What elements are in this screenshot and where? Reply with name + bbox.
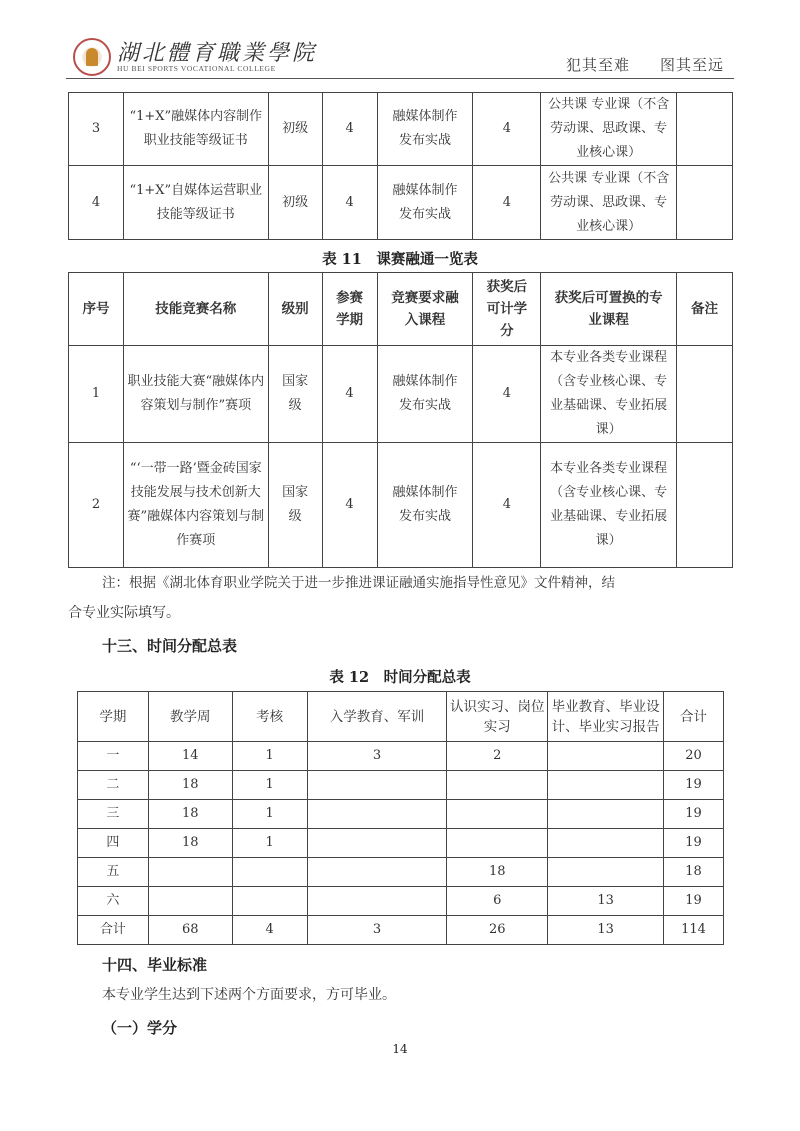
header-term: 学期 — [78, 692, 149, 742]
cell-exam: 1 — [232, 742, 307, 771]
table-row — [69, 93, 733, 166]
cell-graduation — [548, 829, 664, 858]
cell-term: 三 — [78, 800, 149, 829]
cell-name: “1+X”自媒体运营职业技能等级证书 — [123, 166, 268, 240]
cell-term: 一 — [78, 742, 149, 771]
cell-term: 四 — [78, 829, 149, 858]
cell-name: “‘一带一路’暨金砖国家技能发展与技术创新大赛”融媒体内容策划与制作赛项 — [123, 443, 268, 568]
header-internship: 认识实习、岗位实习 — [447, 692, 548, 742]
cell-orientation: 3 — [307, 916, 447, 945]
cell-credits: 4 — [473, 443, 541, 568]
cell-exam: 1 — [232, 800, 307, 829]
cell-replace: 公共课 专业课（不含劳动课、思政课、专业核心课） — [541, 93, 677, 166]
motto-right: 图其至远 — [660, 56, 725, 74]
cell-teaching-weeks: 68 — [148, 916, 232, 945]
cell-course: 融媒体制作发布实战 — [377, 443, 473, 568]
college-name-en: HU BEI SPORTS VOCATIONAL COLLEGE — [117, 64, 276, 73]
cell-total: 19 — [664, 829, 724, 858]
cell-credits: 4 — [473, 346, 541, 443]
cell-graduation — [548, 742, 664, 771]
section14-heading: 十四、毕业标准 — [102, 956, 208, 974]
table11 — [68, 272, 733, 568]
table12-body — [78, 742, 724, 945]
cell-internship — [447, 800, 548, 829]
cell-term: 4 — [322, 346, 377, 443]
cell-internship: 18 — [447, 858, 548, 887]
cell-orientation — [307, 800, 447, 829]
header-graduation: 毕业教育、毕业设计、毕业实习报告 — [548, 692, 664, 742]
header-divider — [66, 78, 734, 79]
table11-caption: 表 11 课赛融通一览表 — [322, 251, 478, 268]
cell-internship — [447, 829, 548, 858]
cell-course: 融媒体制作发布实战 — [377, 166, 473, 240]
cell-note — [677, 166, 733, 240]
cell-no: 2 — [69, 443, 124, 568]
header-term: 参赛学期 — [322, 273, 377, 346]
cell-internship: 26 — [447, 916, 548, 945]
motto-left: 犯其至难 — [566, 56, 631, 74]
cell-credits: 4 — [473, 93, 541, 166]
table-header-row — [69, 273, 733, 346]
cell-total: 114 — [664, 916, 724, 945]
cell-teaching-weeks — [148, 858, 232, 887]
cell-total: 18 — [664, 858, 724, 887]
header-replace: 获奖后可置换的专业课程 — [541, 273, 677, 346]
section14-sub1: （一）学分 — [102, 1019, 178, 1037]
cell-term: 4 — [322, 166, 377, 240]
cell-exam — [232, 858, 307, 887]
note-line-2: 合专业实际填写。 — [68, 605, 180, 621]
table-row — [78, 742, 724, 771]
cell-term: 五 — [78, 858, 149, 887]
cell-term: 六 — [78, 887, 149, 916]
header-level: 级别 — [268, 273, 322, 346]
cell-teaching-weeks: 18 — [148, 829, 232, 858]
cell-graduation: 13 — [548, 887, 664, 916]
cell-note — [677, 346, 733, 443]
cell-replace: 公共课 专业课（不含劳动课、思政课、专业核心课） — [541, 166, 677, 240]
table-row — [78, 771, 724, 800]
cell-credits: 4 — [473, 166, 541, 240]
cell-level: 初级 — [268, 166, 322, 240]
table12 — [77, 691, 724, 945]
cell-note — [677, 443, 733, 568]
cell-total: 19 — [664, 800, 724, 829]
header-exam: 考核 — [232, 692, 307, 742]
table-row — [69, 443, 733, 568]
cell-teaching-weeks: 18 — [148, 800, 232, 829]
cell-exam: 1 — [232, 829, 307, 858]
cell-no: 4 — [69, 166, 124, 240]
section14-text: 本专业学生达到下述两个方面要求，方可毕业。 — [102, 987, 396, 1003]
cell-level: 初级 — [268, 93, 322, 166]
page-number: 14 — [392, 1042, 408, 1056]
cell-orientation — [307, 858, 447, 887]
table-row — [78, 800, 724, 829]
cell-no: 1 — [69, 346, 124, 443]
cell-course: 融媒体制作发布实战 — [377, 346, 473, 443]
cell-orientation — [307, 771, 447, 800]
header-orientation: 入学教育、军训 — [307, 692, 447, 742]
cell-internship — [447, 771, 548, 800]
table-row — [78, 887, 724, 916]
table-row — [69, 346, 733, 443]
cell-note — [677, 93, 733, 166]
cell-name: “1+X”融媒体内容制作职业技能等级证书 — [123, 93, 268, 166]
college-name-cn: 湖北體育職業學院 — [117, 41, 318, 66]
header-teaching-weeks: 教学周 — [148, 692, 232, 742]
cell-term: 二 — [78, 771, 149, 800]
cell-teaching-weeks: 14 — [148, 742, 232, 771]
table12-caption: 表 12 时间分配总表 — [329, 669, 471, 686]
cell-total: 19 — [664, 771, 724, 800]
table-header-row — [78, 692, 724, 742]
table-row — [78, 829, 724, 858]
cell-graduation: 13 — [548, 916, 664, 945]
section13-heading: 十三、时间分配总表 — [102, 637, 238, 655]
table10-continued — [68, 92, 733, 240]
cell-orientation — [307, 829, 447, 858]
cell-exam — [232, 887, 307, 916]
header-no: 序号 — [69, 273, 124, 346]
header-course: 竞赛要求融入课程 — [377, 273, 473, 346]
table-row — [69, 166, 733, 240]
cell-exam: 4 — [232, 916, 307, 945]
cell-orientation — [307, 887, 447, 916]
note-line-1: 注：根据《湖北体育职业学院关于进一步推进课证融通实施指导性意见》文件精神，结 — [102, 575, 615, 591]
cell-total: 19 — [664, 887, 724, 916]
cell-term: 合计 — [78, 916, 149, 945]
table-row — [78, 858, 724, 887]
cell-term: 4 — [322, 443, 377, 568]
cell-level: 国家级 — [268, 346, 322, 443]
cell-internship: 6 — [447, 887, 548, 916]
header-total: 合计 — [664, 692, 724, 742]
cell-replace: 本专业各类专业课程（含专业核心课、专业基础课、专业拓展课） — [541, 443, 677, 568]
college-logo-seal — [73, 38, 111, 76]
cell-total: 20 — [664, 742, 724, 771]
header-note: 备注 — [677, 273, 733, 346]
cell-no: 3 — [69, 93, 124, 166]
cell-internship: 2 — [447, 742, 548, 771]
cell-teaching-weeks: 18 — [148, 771, 232, 800]
cell-graduation — [548, 858, 664, 887]
cell-level: 国家级 — [268, 443, 322, 568]
cell-course: 融媒体制作发布实战 — [377, 93, 473, 166]
cell-graduation — [548, 800, 664, 829]
cell-exam: 1 — [232, 771, 307, 800]
cell-name: 职业技能大赛“融媒体内容策划与制作”赛项 — [123, 346, 268, 443]
table-row — [78, 916, 724, 945]
cell-replace: 本专业各类专业课程（含专业核心课、专业基础课、专业拓展课） — [541, 346, 677, 443]
header-credits: 获奖后可计学分 — [473, 273, 541, 346]
cell-teaching-weeks — [148, 887, 232, 916]
cell-term: 4 — [322, 93, 377, 166]
header-name: 技能竞赛名称 — [123, 273, 268, 346]
cell-graduation — [548, 771, 664, 800]
cell-orientation: 3 — [307, 742, 447, 771]
